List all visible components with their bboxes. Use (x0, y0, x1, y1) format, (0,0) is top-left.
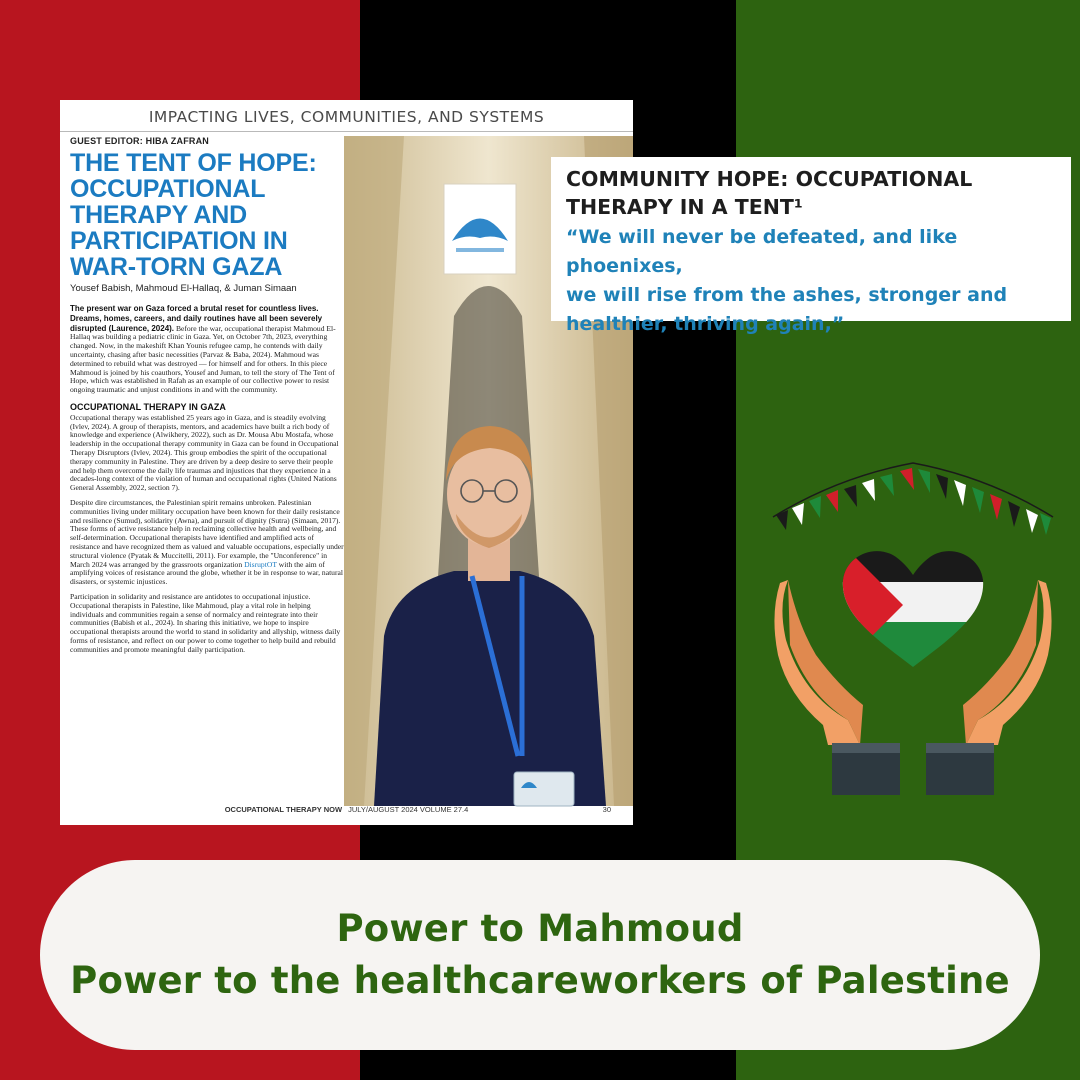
tent-logo-sign (444, 184, 516, 274)
quote-line: healthier, thriving again,” (566, 313, 845, 335)
bunting-icon (773, 463, 1053, 535)
quote-title (566, 165, 1059, 221)
disruptot-link[interactable]: DisruptOT (244, 559, 277, 569)
article-lead: The present war on Gaza forced a brutal reset for countless lives. Dreams, homes, careers, and daily routines have all been severely disrupted (Laurence, 2024). (70, 304, 323, 333)
quote-title-line: COMMUNITY HOPE: OCCUPATIONAL (566, 167, 973, 191)
palestine-heart-icon (838, 540, 988, 672)
banner-line-healthcare-workers: Power to the healthcareworkers of Palestine (70, 959, 1010, 1002)
banner-line-mahmoud: Power to Mahmoud (336, 907, 744, 950)
quote-line: “We will never be defeated, and like phoenixes, (566, 226, 958, 277)
article-title-line: OCCUPATIONAL (70, 175, 266, 203)
article-body (70, 304, 345, 654)
id-badge (514, 772, 574, 806)
article-title-line: WAR-TORN GAZA (70, 253, 283, 281)
article-text: Despite dire circumstances, the Palestinian spirit remains unbroken. Palestinian communities living under military occupation have been known for their daily resistance and resilience (Sumud), solidarity (Awna), and pursuit of dignity (Sutra) (Simaan, 2017). These forms of active resistance help in reclaiming collective health and wellbeing, and self-determination. Occupational therapists have identified and amplified acts of resistance and have recognized them as valued and valuable occupations, especially under structural violence (Pyatak & Muccitelli, 2011). For example, the "Unconference" in March 2024 was arranged by the grassroots organization (70, 497, 344, 569)
article-intro-paragraph (70, 304, 345, 395)
quote-line: we will rise from the ashes, stronger and (566, 284, 1008, 306)
article-subheading: OCCUPATIONAL THERAPY IN GAZA (70, 401, 226, 412)
header-rule (60, 131, 633, 132)
article-title-line: THE TENT OF HOPE: (70, 149, 317, 177)
article-paragraph (70, 499, 345, 587)
page-number: 30 (602, 805, 611, 814)
article-text: with the aim of amplifying voices of resistance around the globe, whether it be in response to war, natural disasters, or systemic injustices. (70, 559, 343, 587)
article-title-line: PARTICIPATION IN (70, 227, 288, 255)
article-title-line: THERAPY AND (70, 201, 247, 229)
article-column (70, 136, 345, 660)
article-title (70, 150, 345, 280)
article-paragraph: Occupational therapy was established 25 years ago in Gaza, and is steadily evolving (Ivlev, 2024). A group of therapists, mentors, and academics have built a rich body of knowledge and experience (Alwikhery, 2022), such as Dr. Mousa Abu Mostafa, whose leadership in the occupational therapy community in Gaza can be found in Occupational Therapy Disruptors (Ivlev, 2024). This group embodies the spirit of the occupational therapy community in Palestine. They are driven by a deep desire to serve their people and help them overcome the daily life traumas and injustices that they experience in a decades-long context of the violation of human and occupational rights (United Nations General Assembly, 2022, section 7). (70, 412, 339, 493)
quote-title-line: THERAPY IN A TENT¹ (566, 195, 803, 219)
section-header: IMPACTING LIVES, COMMUNITIES, AND SYSTEMS (148, 108, 545, 126)
solidarity-banner (40, 860, 1040, 1050)
article-intro: Before the war, occupational therapist Mahmoud El-Hallaq was building a pediatric clinic in Gaza. Yet, on October 7th, 2023, everything changed. Now, in the makeshift Khan Younis refugee camp, he contends with daily uncertainty, chasing after basic necessities (Parvaz & Baba, 2024). Mahmoud was determined to rebuild what was destroyed — for himself and for others. In this piece Mahmoud is joined by his coauthors, Yousef and Juman, to tell the story of The Tent of Hope, which was established in Rafah as an example of our collective power to resist ongoing traumatic and unjust conditions in and with the community. (70, 323, 336, 395)
footer-issue: JULY/AUGUST 2024 VOLUME 27.4 (348, 805, 469, 814)
quote-text (566, 223, 1059, 339)
magazine-page (60, 100, 633, 825)
page-footer (60, 805, 633, 821)
article-paragraph: Participation in solidarity and resistance are antidotes to occupational injustice. Occupational therapists in Palestine, like Mahmoud, play a vital role in helping individuals and communities regain a sense of normalcy and reintegrate into their communities (Babish et al., 2024). In sharing this initiative, we hope to inspire occupational therapists around the world to stand in solidarity and allyship, witness daily forms of resistance, and reflect on our power to come together to help build and rebuild communities and promote meaningful daily participation. (70, 591, 341, 654)
quote-callout (551, 157, 1071, 335)
footer-journal: OCCUPATIONAL THERAPY NOW (224, 805, 343, 814)
article-authors: Yousef Babish, Mahmoud El-Hallaq, & Juman Simaan (70, 283, 297, 294)
guest-editor: GUEST EDITOR: HIBA ZAFRAN (70, 136, 209, 146)
solidarity-illustration (768, 455, 1058, 805)
